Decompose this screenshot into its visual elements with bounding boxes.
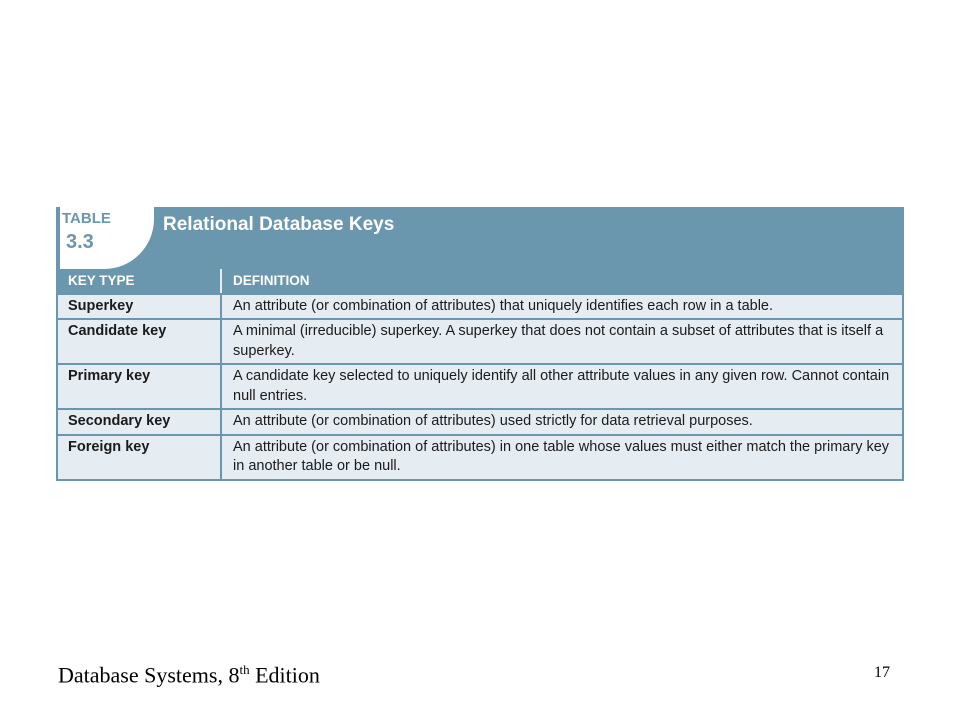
table-header [56, 207, 904, 269]
key-type-cell: Superkey [58, 295, 222, 319]
definition-cell: An attribute (or combination of attributes) in one table whose values must either match the primary key in another table or be null. [233, 438, 890, 474]
book-title-prefix: Database Systems, 8 [58, 662, 240, 688]
table-row [58, 408, 902, 434]
table-title: Relational Database Keys [163, 214, 395, 235]
column-header-definition: DEFINITION [233, 273, 310, 288]
book-title [58, 662, 320, 688]
key-type-cell: Secondary key [58, 410, 222, 434]
definition-cell: A candidate key selected to uniquely identify all other attribute values in any given row. Cannot contain null entries. [233, 368, 890, 404]
definition-cell: A minimal (irreducible) superkey. A superkey that does not contain a subset of attributes that is itself a superkey. [233, 323, 884, 359]
edition-superscript: th [239, 662, 250, 677]
relational-keys-table [56, 207, 904, 481]
table-row [58, 293, 902, 319]
table-label: TABLE [62, 210, 111, 227]
page-number: 17 [874, 664, 890, 681]
key-type-cell: Candidate key [58, 320, 222, 363]
book-title-suffix: Edition [249, 662, 320, 688]
column-header-key-type: KEY TYPE [58, 269, 222, 293]
table-row [58, 363, 902, 408]
table-row [58, 318, 902, 363]
column-header-row [58, 269, 902, 293]
definition-cell: An attribute (or combination of attributes) used strictly for data retrieval purposes. [233, 413, 753, 429]
table-number-tab [56, 207, 154, 269]
key-type-cell: Foreign key [58, 436, 222, 479]
table-row [58, 434, 902, 479]
table-number: 3.3 [66, 231, 94, 253]
key-type-cell: Primary key [58, 365, 222, 408]
definition-cell: An attribute (or combination of attributes) that uniquely identifies each row in a table. [233, 297, 774, 314]
table-grid [56, 269, 904, 481]
